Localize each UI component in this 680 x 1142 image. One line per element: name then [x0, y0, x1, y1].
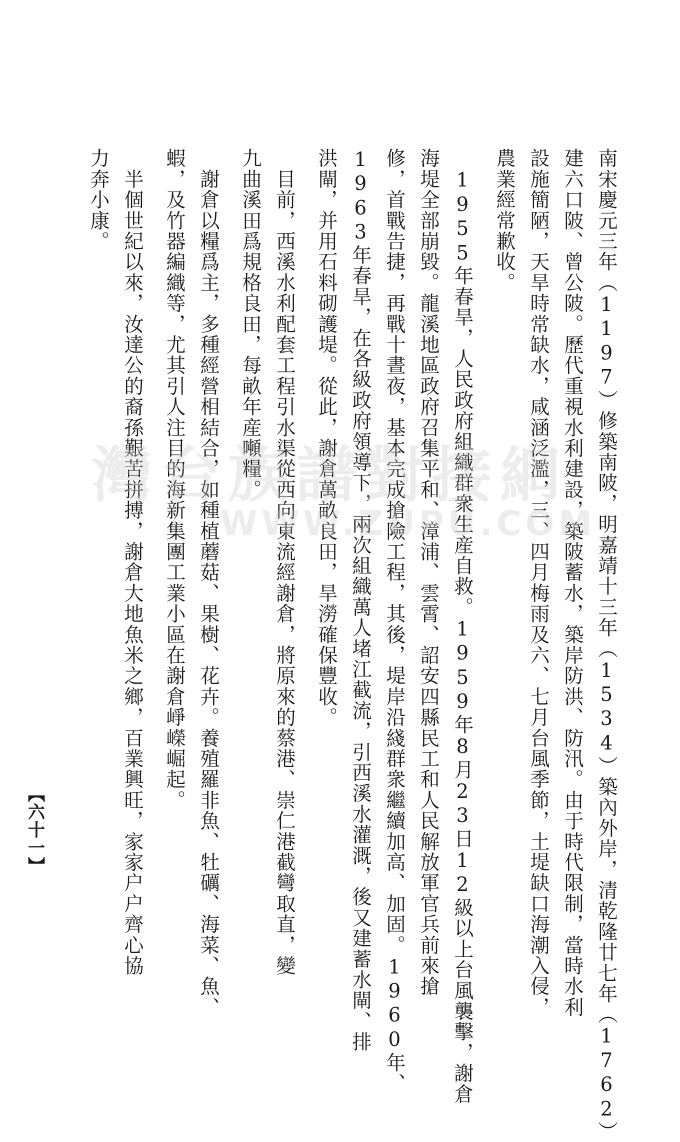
watermark-chinese: 灣台族譜對接網: [92, 441, 568, 511]
text-column-11: 九曲溪田爲規格良田，每畝年産噸糧。: [239, 148, 262, 500]
text-column-5: 1955年春旱，人民政府組織群衆生産自救。1959年8月23日12級以上台風襲擊，謝倉: [451, 148, 474, 1105]
text-column-15: 力奔小康。: [87, 148, 110, 252]
text-column-3: 設施簡陋，天旱時常缺水，咸涵泛濫，三、四月梅雨及六、七月台風季節，土堤缺口海潮入侵，: [527, 148, 550, 1018]
page-number: 【六十一】: [24, 785, 44, 875]
text-column-10: 目前，西溪水利配套工程引水渠從西向東流經謝倉，將原來的蔡港、崇仁港截彎取直，變: [273, 148, 296, 976]
text-column-14: 半個世紀以來，汝達公的裔孫艱苦拼搏，謝倉大地魚米之鄉，百業興旺，家家户户齊心協: [121, 148, 144, 976]
text-column-7: 修，首戰告捷，再戰十晝夜，基本完成搶險工程，其後，堤岸沿綫群衆繼續加高、加固。1960年、: [383, 148, 406, 1094]
text-column-1: 南宋慶元三年（1197）修築南陂，明嘉靖十三年（1534）築內外岸，清乾隆廿七年（1762）: [595, 148, 618, 1142]
watermark-latin: WWW.ZUPU.COM: [220, 504, 597, 544]
text-column-13: 蝦，及竹器編織等，尤其引人注目的海新集團工業小區在謝倉崢嶸崛起。: [163, 148, 186, 811]
text-column-6: 海堤全部崩毀。龍溪地區政府召集平和、漳浦、雲霄、詔安四縣民工和人民解放軍官兵前來搶: [417, 148, 440, 997]
text-column-9: 洪閘，并用石料砌護堤。從此，謝倉萬畝良田，旱澇確保豐收。: [315, 148, 338, 728]
text-column-2: 建六口陂、曾公陂。歷代重視水利建設，築陂蓄水，築岸防洪、防汛。由于時代限制，當時水利: [561, 148, 584, 1018]
text-column-4: 農業經常歉收。: [493, 148, 516, 293]
text-column-8: 1963年春旱，在各級政府領導下，兩次組織萬人堵江截流，引西溪水灌溉，後又建蓄水閘、排: [349, 148, 372, 1053]
text-column-12: 謝倉以糧爲主，多種經營相結合，如種植蘑菇、果樹、花卉。養殖羅非魚、牡礪、海菜、魚、: [197, 148, 220, 1018]
